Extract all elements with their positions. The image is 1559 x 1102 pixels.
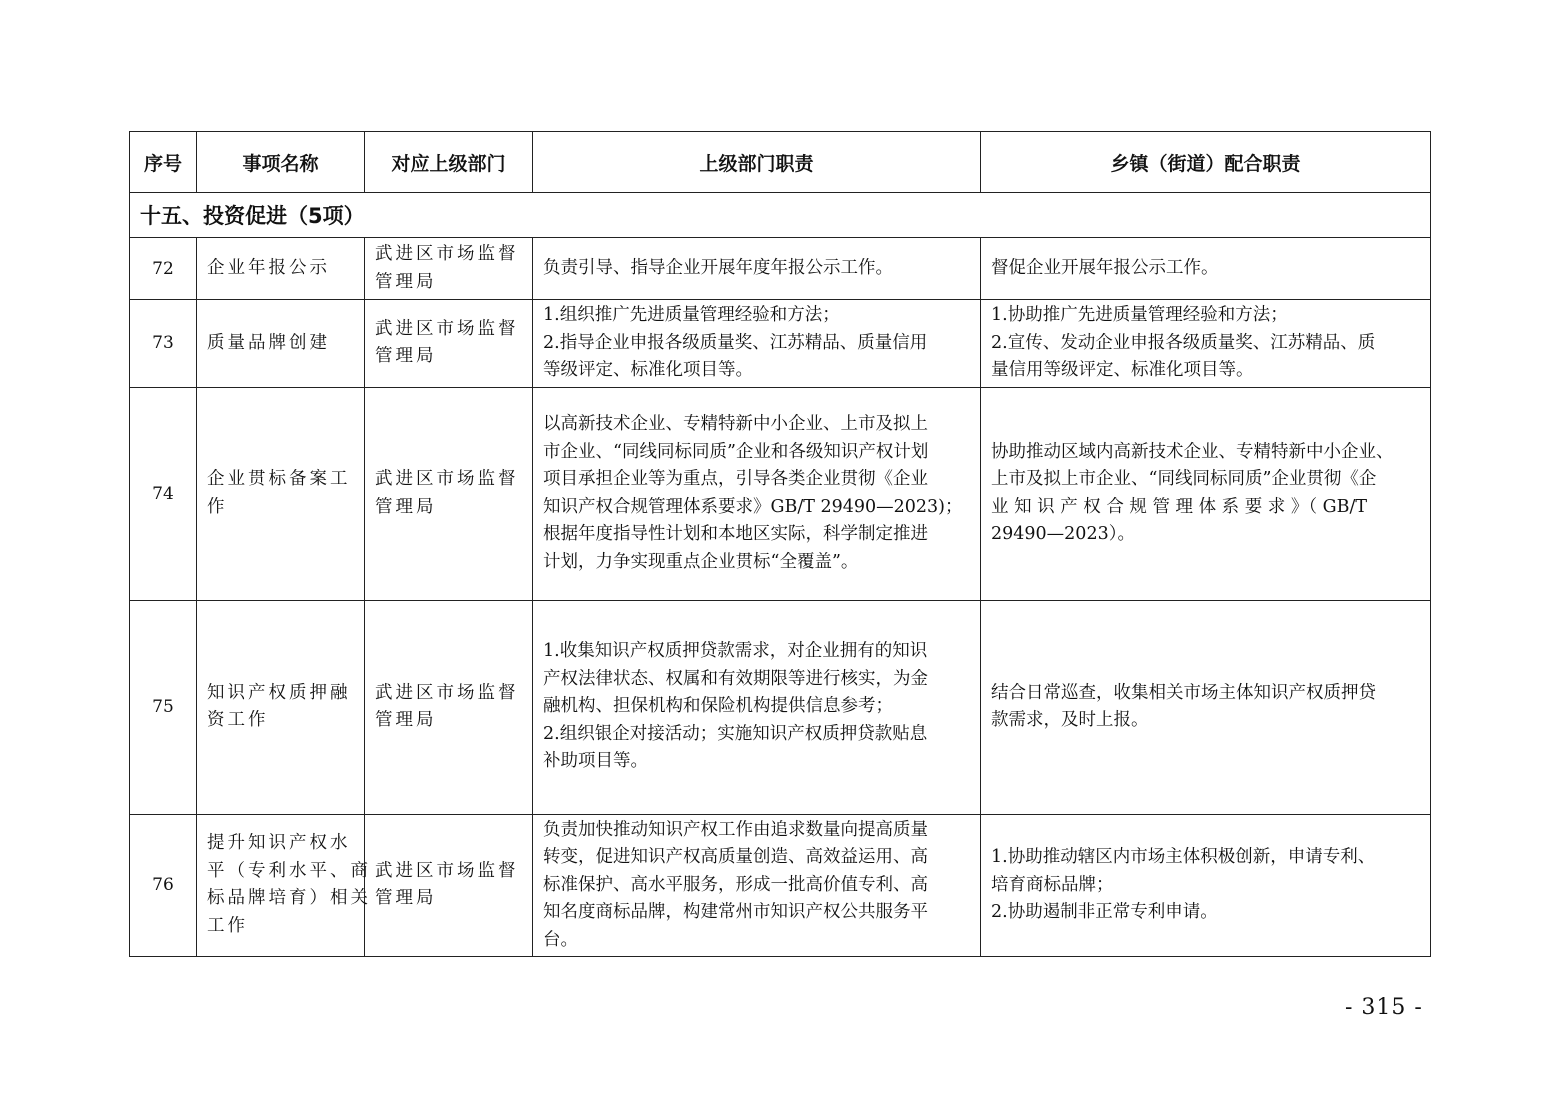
item-name: 提升知识产权水 平（专利水平、商 标品牌培育）相关 工作 bbox=[197, 814, 365, 957]
section-row bbox=[130, 193, 1431, 238]
header-upper-duties: 上级部门职责 bbox=[533, 132, 981, 193]
table-row bbox=[130, 300, 1431, 388]
town-duties: 1.协助推广先进质量管理经验和方法； 2.宣传、发动企业申报各级质量奖、江苏精品、质 量信用等级评定、标准化项目等。 bbox=[981, 300, 1431, 388]
section-title: 十五、投资促进（5项） bbox=[130, 193, 1431, 238]
town-duties: 督促企业开展年报公示工作。 bbox=[981, 238, 1431, 300]
table-row bbox=[130, 814, 1431, 957]
upper-department: 武进区市场监督 管理局 bbox=[365, 600, 533, 814]
page-number: - 315 - bbox=[1345, 995, 1423, 1020]
upper-department: 武进区市场监督 管理局 bbox=[365, 814, 533, 957]
table-row bbox=[130, 387, 1431, 600]
header-serial: 序号 bbox=[130, 132, 197, 193]
row-number: 74 bbox=[130, 387, 197, 600]
item-name: 企业贯标备案工 作 bbox=[197, 387, 365, 600]
row-number: 76 bbox=[130, 814, 197, 957]
responsibility-table bbox=[129, 131, 1431, 957]
table-header-row bbox=[130, 132, 1431, 193]
town-duties: 结合日常巡查，收集相关市场主体知识产权质押贷 款需求，及时上报。 bbox=[981, 600, 1431, 814]
row-number: 72 bbox=[130, 238, 197, 300]
upper-department: 武进区市场监督 管理局 bbox=[365, 387, 533, 600]
upper-duties: 1.收集知识产权质押贷款需求，对企业拥有的知识 产权法律状态、权属和有效期限等进行核实，为金 融机构、担保机构和保险机构提供信息参考； 2.组织银企对接活动；实施知识产权质押贷款贴息 补助项目等。 bbox=[533, 600, 981, 814]
upper-duties: 以高新技术企业、专精特新中小企业、上市及拟上 市企业、“同线同标同质”企业和各级知识产权计划 项目承担企业等为重点，引导各类企业贯彻《企业 知识产权合规管理体系要求》GB/T 29490—2023)； 根据年度指导性计划和本地区实际，科学制定推进 计划，力争实现重点企业贯标“全覆盖”。 bbox=[533, 387, 981, 600]
upper-duties: 1.组织推广先进质量管理经验和方法； 2.指导企业申报各级质量奖、江苏精品、质量信用 等级评定、标准化项目等。 bbox=[533, 300, 981, 388]
table-row bbox=[130, 238, 1431, 300]
header-upper-department: 对应上级部门 bbox=[365, 132, 533, 193]
upper-duties: 负责加快推动知识产权工作由追求数量向提高质量 转变，促进知识产权高质量创造、高效益运用、高 标准保护、高水平服务，形成一批高价值专利、高 知名度商标品牌，构建常州市知识产权公共服务平 台。 bbox=[533, 814, 981, 957]
row-number: 73 bbox=[130, 300, 197, 388]
item-name: 知识产权质押融 资工作 bbox=[197, 600, 365, 814]
header-town-duties: 乡镇（街道）配合职责 bbox=[981, 132, 1431, 193]
upper-department: 武进区市场监督 管理局 bbox=[365, 300, 533, 388]
item-name: 企业年报公示 bbox=[197, 238, 365, 300]
row-number: 75 bbox=[130, 600, 197, 814]
header-item-name: 事项名称 bbox=[197, 132, 365, 193]
town-duties: 协助推动区域内高新技术企业、专精特新中小企业、 上市及拟上市企业、“同线同标同质”企业贯彻《企 业 知 识 产 权 合 规 管 理 体 系 要 求 》（ GB/T 29490—2023）。 bbox=[981, 387, 1431, 600]
upper-department: 武进区市场监督 管理局 bbox=[365, 238, 533, 300]
town-duties: 1.协助推动辖区内市场主体积极创新，申请专利、 培育商标品牌； 2.协助遏制非正常专利申请。 bbox=[981, 814, 1431, 957]
item-name: 质量品牌创建 bbox=[197, 300, 365, 388]
upper-duties: 负责引导、指导企业开展年度年报公示工作。 bbox=[533, 238, 981, 300]
table-row bbox=[130, 600, 1431, 814]
